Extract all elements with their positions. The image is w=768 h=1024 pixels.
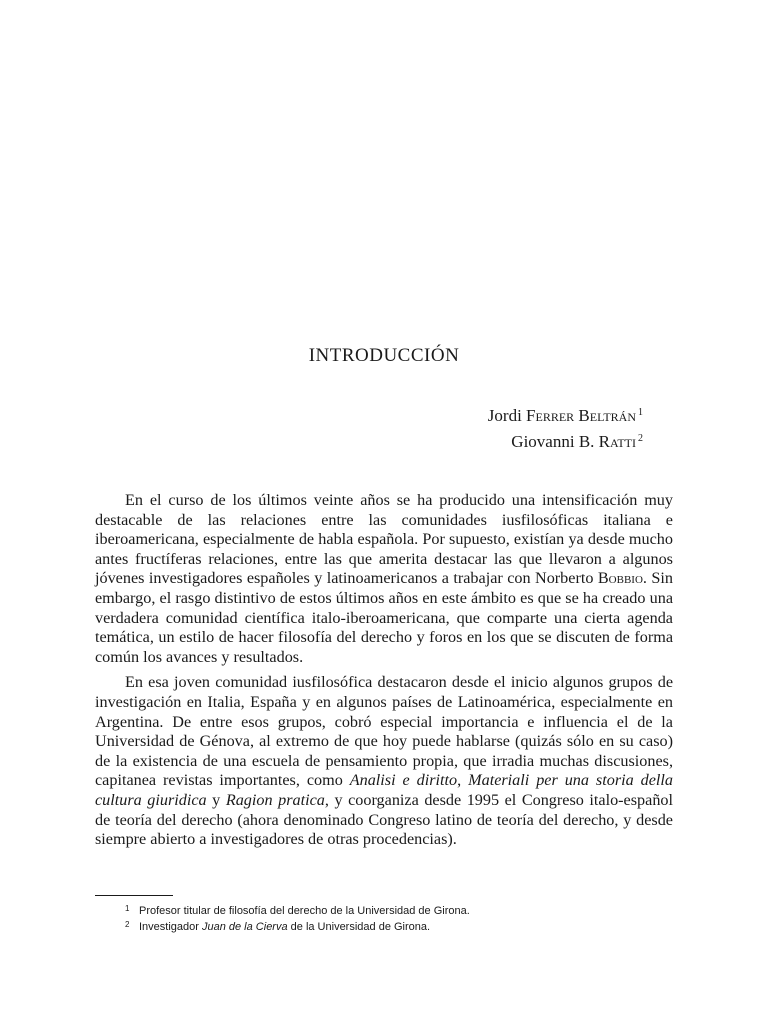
footnote-2	[125, 918, 673, 934]
footnote-2-number: 2	[125, 920, 130, 929]
author-1-surname: Ferrer Beltrán	[526, 406, 636, 425]
author-1-given: Jordi	[487, 406, 522, 425]
footnote-divider	[95, 895, 173, 896]
paragraph-2-sep-1: ,	[457, 771, 469, 790]
paragraph-2-part-2: , y coorganiza desde 1995 el Congreso italo-español de teoría del derecho (ahora denominado Congreso latino de teoría del derecho, y desde siempre abierto a investigadores de otras procedencias).	[95, 790, 674, 849]
paragraph-2-part-1: En esa joven comunidad iusfilosófica destacaron desde el inicio algunos grupos de investigación en Italia, España y en algunos países de Latinoamérica, especialmente en Argentina. De entre esos grupos, cobró especial importancia e influencia el de la Universidad de Génova, al extremo de que hoy puede hablarse (quizás sólo en su caso) de la existencia de una escuela de pensamiento propia, que irradia muchas discusiones, capitanea revistas importantes, como	[95, 673, 673, 790]
journal-ragion: Ragion pratica	[225, 790, 325, 809]
author-2-given: Giovanni B.	[511, 432, 595, 451]
journal-materiali: Materiali per una storia della cultura giuridica	[95, 771, 674, 809]
paragraph-1-part-2: . Sin embargo, el rasgo distintivo de estos últimos años en este ámbito es que se ha creado una verdadera comunidad científica italo-iberoamericana, que comparte una cierta agenda temática, un estilo de hacer filosofía del derecho y foros en los que se discuten de forma común los avances y resultados.	[95, 569, 673, 666]
author-2-note: 2	[638, 433, 643, 444]
footnote-1	[125, 902, 673, 918]
page-title: INTRODUCCIÓN	[308, 345, 460, 366]
footnote-2-text-before: Investigador	[139, 921, 202, 933]
footnote-2-italic: Juan de la Cierva	[201, 921, 288, 933]
paragraph-2-sep-2: y	[206, 790, 226, 809]
footnote-2-text-after: de la Universidad de Girona.	[287, 921, 431, 933]
paragraph-1-part-1: En el curso de los últimos veinte años se ha producido una intensificación muy destacable de las relaciones entre las comunidades iusfilosóficas italiana e iberoamericana, especialmente de habla española. Por supuesto, existían ya desde mucho antes fructíferas relaciones, entre las que amerita destacar las que llevaron a algunos jóvenes investigadores españoles y latinoamericanos a trabajar con Norberto	[95, 491, 673, 588]
author-2	[488, 427, 643, 453]
journal-analisi: Analisi e diritto	[349, 771, 458, 790]
document-page	[95, 0, 673, 1024]
author-2-surname: Ratti	[598, 432, 636, 451]
footnotes	[125, 902, 673, 934]
paragraph-1	[95, 491, 673, 667]
footnote-1-number: 1	[125, 904, 130, 913]
author-block	[488, 401, 643, 453]
footnote-1-text: Profesor titular de filosofía del derecho de la Universidad de Girona.	[139, 905, 470, 917]
author-1-note: 1	[638, 407, 643, 418]
body-text	[95, 491, 673, 856]
paragraph-2	[95, 673, 673, 849]
paragraph-1-bobbio: Bobbio	[597, 569, 643, 588]
author-1	[488, 401, 643, 427]
